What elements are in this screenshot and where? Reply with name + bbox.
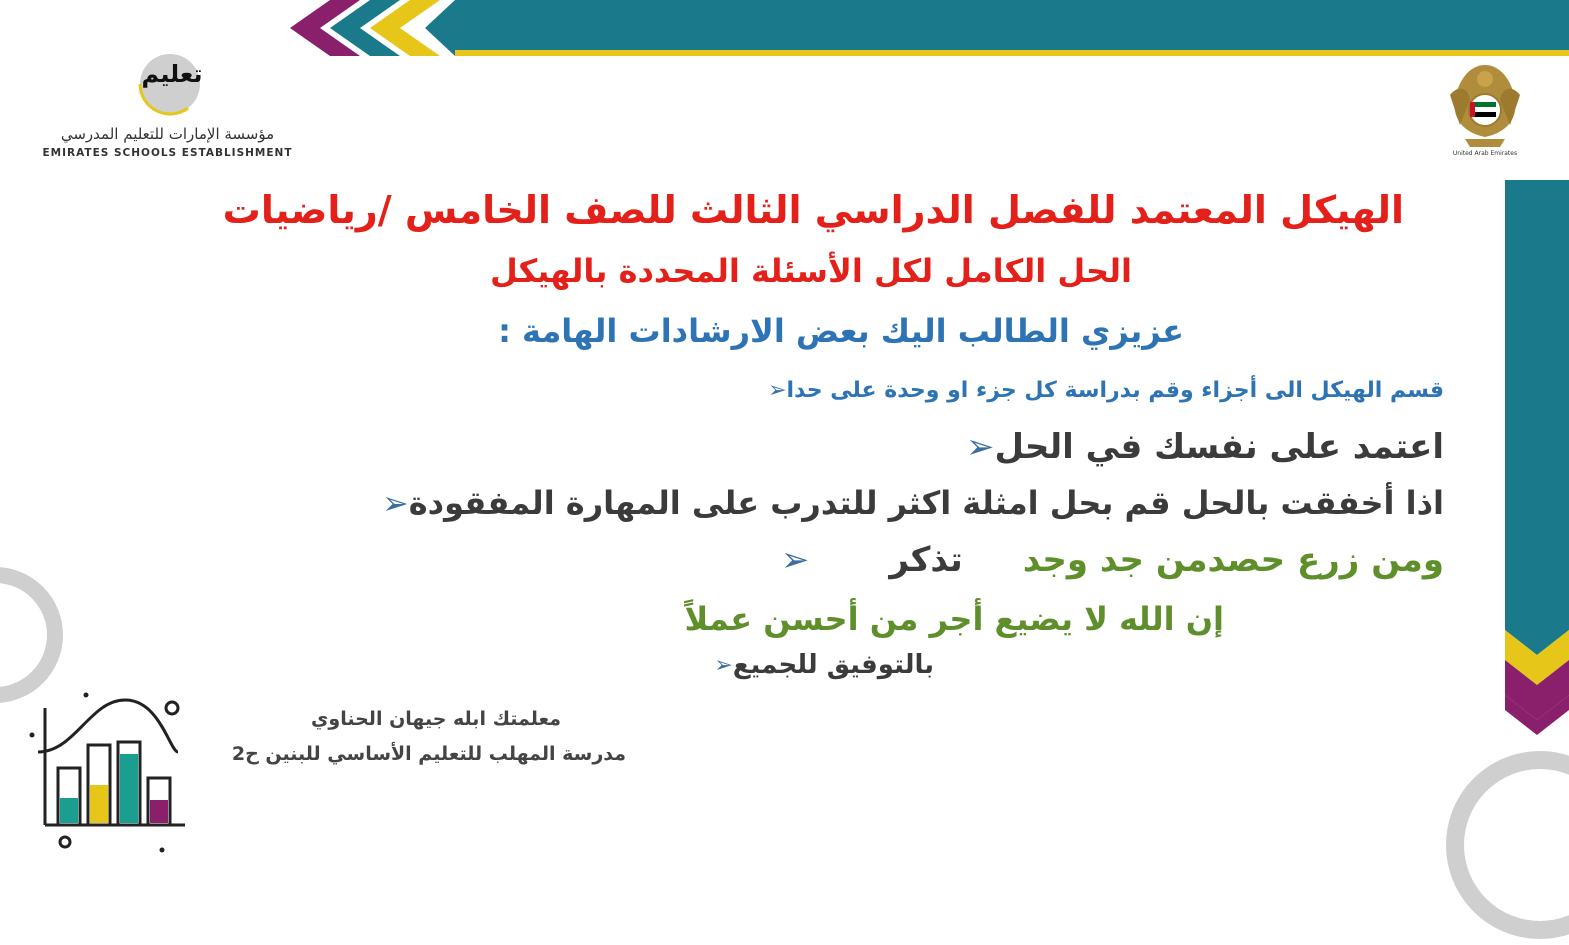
arrow-bullet-icon: ➢ bbox=[768, 378, 787, 403]
ese-english-name: EMIRATES SCHOOLS ESTABLISHMENT bbox=[42, 147, 293, 159]
arrow-bullet-icon: ➢ bbox=[966, 427, 995, 467]
closing-item bbox=[674, 650, 934, 680]
ese-logo-mark bbox=[132, 40, 212, 120]
right-decorative-banner bbox=[1495, 150, 1569, 750]
tip-item-2 bbox=[952, 427, 1444, 467]
tip-item-4 bbox=[767, 540, 1444, 580]
uae-emblem-logo bbox=[1440, 55, 1530, 163]
arrow-bullet-icon: ➢ bbox=[381, 484, 409, 522]
tip-text: اعتمد على نفسك في الحل bbox=[994, 427, 1444, 467]
tip-text: اذا أخفقت بالحل قم بحل امثلة اكثر للتدرب على المهارة المفقودة bbox=[408, 484, 1444, 522]
top-decorative-banner bbox=[0, 0, 1569, 60]
page-title: الهيكل المعتمد للفصل الدراسي الثالث للصف الخامس /رياضيات bbox=[222, 188, 1404, 232]
bar-chart-icon bbox=[20, 690, 200, 860]
ese-arabic-name: مؤسسة الإمارات للتعليم المدرسي bbox=[60, 125, 275, 143]
arrow-bullet-icon: ➢ bbox=[714, 652, 733, 678]
uae-caption: United Arab Emirates bbox=[1452, 150, 1518, 157]
tip-proverb-2: ومن زرع حصد bbox=[1207, 540, 1444, 580]
page-subtitle: الحل الكامل لكل الأسئلة المحددة بالهيكل bbox=[490, 252, 1132, 290]
tip-proverb-1: من جد وجد bbox=[1022, 540, 1208, 580]
tip-remember-label: تذكر bbox=[889, 540, 963, 580]
intro-line: عزيزي الطالب اليك بعض الارشادات الهامة : bbox=[498, 312, 1184, 350]
teacher-name: معلمتك ابله جيهان الحناوي bbox=[311, 708, 561, 730]
arrow-bullet-icon: ➢ bbox=[780, 540, 810, 580]
hadith-line: إن الله لا يضيع أجر من أحسن عملاً bbox=[684, 600, 1224, 638]
closing-text: بالتوفيق للجميع bbox=[732, 650, 934, 680]
right-ring-decoration bbox=[1440, 745, 1569, 945]
school-name: مدرسة المهلب للتعليم الأساسي للبنين ح2 bbox=[231, 743, 626, 765]
tip-text: قسم الهيكل الى أجزاء وقم بدراسة كل جزء او وحدة على حدا bbox=[786, 378, 1444, 403]
tip-item-1 bbox=[754, 378, 1444, 403]
tip-item-3 bbox=[368, 484, 1444, 522]
ese-logo-text: تعليم bbox=[141, 60, 203, 88]
left-ring-decoration bbox=[0, 560, 70, 710]
